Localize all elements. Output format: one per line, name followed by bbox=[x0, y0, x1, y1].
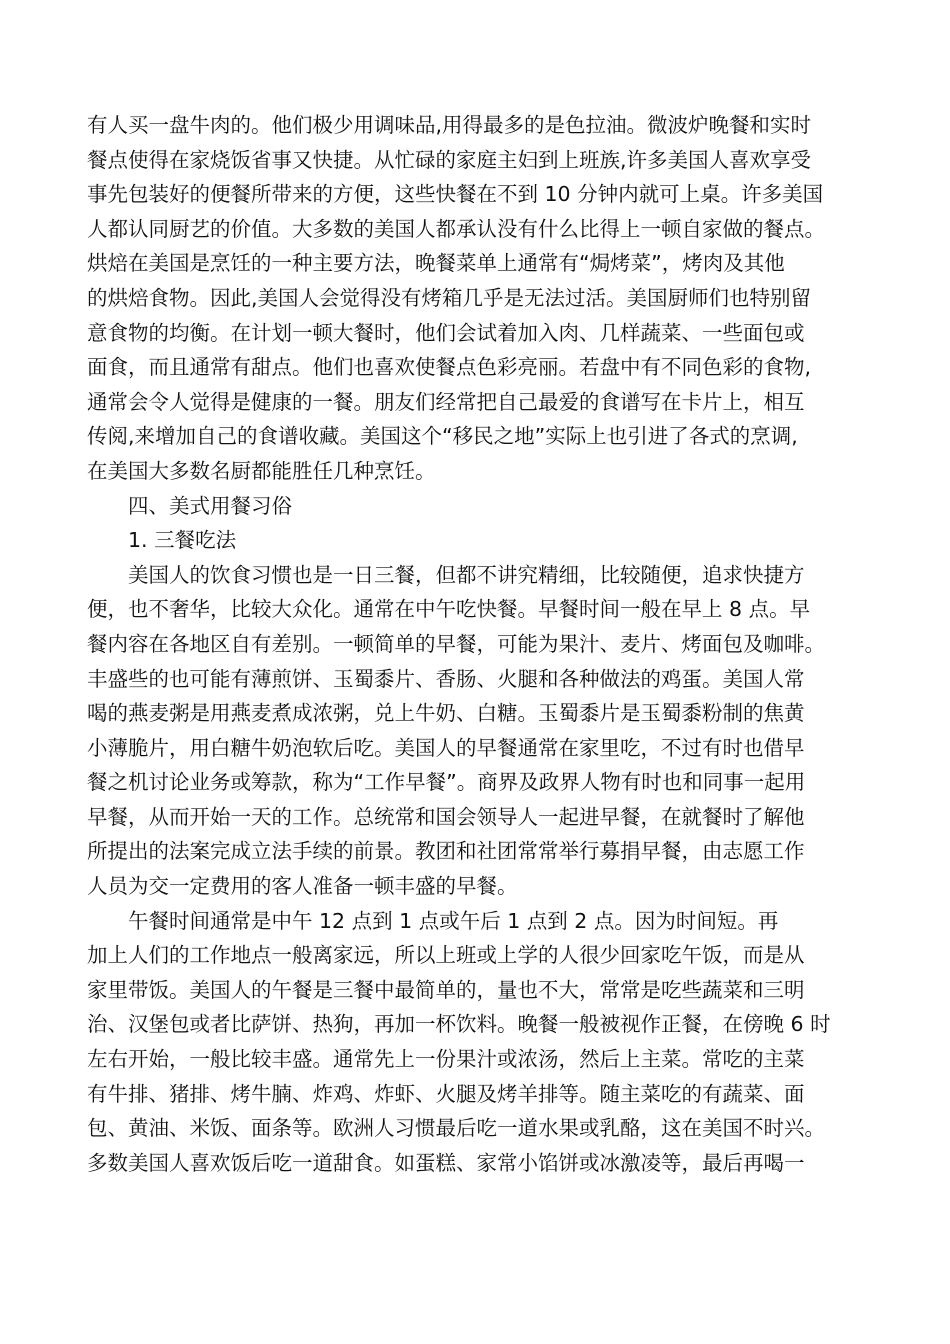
text-line: 左右开始，一般比较丰盛。通常先上一份果汁或浓汤，然后上主菜。常吃的主菜 bbox=[87, 1047, 805, 1072]
text-line: 烘焙在美国是烹饪的一种主要方法，晚餐菜单上通常有“焗烤菜”，烤肉及其他 bbox=[87, 251, 785, 276]
text-line: 餐之机讨论业务或筹款，称为“工作早餐”。商界及政界人物有时也和同事一起用 bbox=[87, 770, 806, 795]
text-line: 通常会令人觉得是健康的一餐。朋友们经常把自己最爱的食谱写在卡片上，相互 bbox=[87, 389, 805, 414]
text-line: 小薄脆片，用白糖牛奶泡软后吃。美国人的早餐通常在家里吃，不过有时也借早 bbox=[87, 735, 805, 760]
text-line: 治、汉堡包或者比萨饼、热狗，再加一杯饮料。晚餐一般被视作正餐，在傍晚 6 时 bbox=[87, 1012, 831, 1037]
text-line: 在美国大多数名厨都能胜任几种烹饪。 bbox=[87, 458, 436, 483]
text-line: 的烘焙食物。因此,美国人会觉得没有烤箱几乎是无法过活。美国厨师们也特别留 bbox=[87, 285, 812, 310]
text-line: 多数美国人喜欢饭后吃一道甜食。如蛋糕、家常小馅饼或冰激凌等，最后再喝一 bbox=[87, 1150, 805, 1175]
text-line: 餐点使得在家烧饭省事又快捷。从忙碌的家庭主妇到上班族,许多美国人喜欢享受 bbox=[87, 147, 812, 172]
text-line: 人员为交一定费用的客人准备一顿丰盛的早餐。 bbox=[87, 874, 518, 899]
text-line: 包、黄油、米饭、面条等。欧洲人习惯最后吃一道水果或乳酪，这在美国不时兴。 bbox=[87, 1116, 825, 1141]
text-line: 丰盛些的也可能有薄煎饼、玉蜀黍片、香肠、火腿和各种做法的鸡蛋。美国人常 bbox=[87, 666, 805, 691]
text-line: 喝的燕麦粥是用燕麦煮成浓粥，兑上牛奶、白糖。玉蜀黍片是玉蜀黍粉制的焦黄 bbox=[87, 701, 805, 726]
text-line: 餐内容在各地区自有差别。一顿简单的早餐，可能为果汁、麦片、烤面包及咖啡。 bbox=[87, 631, 825, 656]
text-line: 加上人们的工作地点一般离家远，所以上班或上学的人很少回家吃午饭，而是从 bbox=[87, 943, 805, 968]
text-line: 有牛排、猪排、烤牛腩、炸鸡、炸虾、火腿及烤羊排等。随主菜吃的有蔬菜、面 bbox=[87, 1081, 805, 1106]
section-heading: 四、美式用餐习俗 bbox=[128, 493, 292, 518]
text-line: 便，也不奢华，比较大众化。通常在中午吃快餐。早餐时间一般在早上 8 点。早 bbox=[87, 597, 811, 622]
document-body bbox=[87, 108, 867, 1180]
text-line: 所提出的法案完成立法手续的前景。教团和社团常常举行募捐早餐，由志愿工作 bbox=[87, 839, 805, 864]
paragraph-breakfast bbox=[87, 558, 867, 904]
text-line: 人都认同厨艺的价值。大多数的美国人都承认没有什么比得上一顿自家做的餐点。 bbox=[87, 216, 825, 241]
text-line: 面食，而且通常有甜点。他们也喜欢使餐点色彩亮丽。若盘中有不同色彩的食物, bbox=[87, 355, 812, 380]
text-line: 早餐，从而开始一天的工作。总统常和国会领导人一起进早餐，在就餐时了解他 bbox=[87, 804, 805, 829]
subsection-heading: 1. 三餐吃法 bbox=[128, 528, 237, 553]
text-line: 有人买一盘牛肉的。他们极少用调味品,用得最多的是色拉油。微波炉晚餐和实时 bbox=[87, 113, 812, 137]
text-line: 家里带饭。美国人的午餐是三餐中最简单的，量也不大，常常是吃些蔬菜和三明 bbox=[87, 977, 805, 1002]
text-line: 传阅,来增加自己的食谱收藏。美国这个“移民之地”实际上也引进了各式的烹调, bbox=[87, 424, 798, 449]
paragraph-lunch-dinner bbox=[87, 904, 867, 1181]
text-line: 事先包装好的便餐所带来的方便，这些快餐在不到 10 分钟内就可上桌。许多美国 bbox=[87, 182, 824, 207]
text-line: 午餐时间通常是中午 12 点到 1 点或午后 1 点到 2 点。因为时间短。再 bbox=[128, 908, 779, 933]
text-line: 意食物的均衡。在计划一顿大餐时，他们会试着加入肉、几样蔬菜、一些面包或 bbox=[87, 320, 805, 345]
paragraph-cooking-habits bbox=[87, 108, 867, 489]
text-line: 美国人的饮食习惯也是一日三餐，但都不讲究精细，比较随便，追求快捷方 bbox=[128, 562, 805, 587]
